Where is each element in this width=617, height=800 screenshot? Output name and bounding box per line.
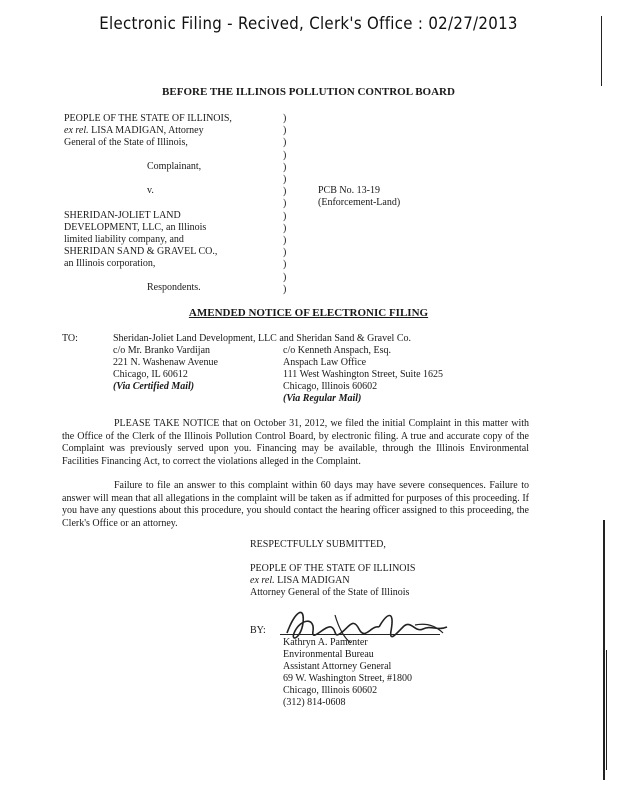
paragraph-failure: Failure to file an answer to this complaint within 60 days may have severe consequences. Failure to answer will mean that all allegations in the complaint will be taken as if admitted for purposes of this proceeding. If you have any questions about this procedure, you should contact the hearing officer assigned to this proceeding, the Clerk's Office or an attorney. [62, 480, 529, 529]
respectfully-submitted: RESPECTFULLY SUBMITTED, [250, 539, 386, 550]
defendant-line-3: limited liability company, and [64, 234, 184, 245]
signer-city: Chicago, Illinois 60602 [283, 685, 378, 696]
caption-parentheses: ) ) ) ) ) ) ) ) ) ) ) ) ) ) ) [283, 113, 287, 295]
signer-name: Kathryn A. Pamenter [283, 637, 368, 648]
respondents-label: Respondents. [147, 282, 201, 293]
closing-ex-rel [250, 575, 350, 587]
ex-rel-rest: LISA MADIGAN, Attorney [88, 125, 204, 136]
scan-edge-mark [603, 520, 605, 780]
scan-edge-mark [601, 16, 602, 86]
to-left-line-1: c/o Mr. Branko Vardijan [113, 345, 211, 356]
to-label: TO: [62, 333, 78, 344]
to-right-method: (Via Regular Mail) [283, 393, 362, 404]
plaintiff-line-2 [64, 125, 204, 137]
to-left-line-3: Chicago, IL 60612 [113, 369, 188, 380]
scan-edge-mark [606, 650, 607, 770]
plaintiff-line-3: General of the State of Illinois, [64, 137, 188, 148]
case-type: (Enforcement-Land) [318, 197, 401, 208]
to-right-line-4: Chicago, Illinois 60602 [283, 381, 378, 392]
complainant-label: Complainant, [147, 161, 202, 172]
to-parties: Sheridan-Joliet Land Development, LLC and Sheridan Sand & Gravel Co. [113, 333, 411, 344]
defendant-line-1: SHERIDAN-JOLIET LAND [64, 210, 181, 221]
to-right-line-2: Anspach Law Office [283, 357, 367, 368]
signer-bureau: Environmental Bureau [283, 649, 374, 660]
by-label: BY: [250, 625, 266, 636]
versus-label: v. [147, 185, 154, 196]
defendant-line-2: DEVELOPMENT, LLC, an Illinois [64, 222, 207, 233]
defendant-line-5: an Illinois corporation, [64, 258, 156, 269]
closing-people: PEOPLE OF THE STATE OF ILLINOIS [250, 563, 416, 574]
plaintiff-line-1: PEOPLE OF THE STATE OF ILLINOIS, [64, 113, 232, 124]
ex-rel-prefix: ex rel. [64, 125, 89, 136]
electronic-filing-stamp: Electronic Filing - Recived, Clerk's Office : 02/27/2013 [99, 12, 518, 34]
defendant-line-4: SHERIDAN SAND & GRAVEL CO., [64, 246, 218, 257]
signer-address: 69 W. Washington Street, #1800 [283, 673, 413, 684]
closing-ex-rel-rest: LISA MADIGAN [274, 575, 350, 586]
to-right-line-1: c/o Kenneth Anspach, Esq. [283, 345, 392, 356]
case-number: PCB No. 13-19 [318, 185, 380, 196]
notice-title: AMENDED NOTICE OF ELECTRONIC FILING [188, 307, 429, 319]
closing-ex-rel-prefix: ex rel. [250, 575, 275, 586]
to-left-method: (Via Certified Mail) [113, 381, 195, 392]
paragraph-notice: PLEASE TAKE NOTICE that on October 31, 2012, we filed the initial Complaint in this matter with the Office of the Clerk of the Illinois Pollution Control Board, by electronic filing. A true and accurate copy of the Complaint was previously served upon you. Financing may be available, through the Illinois Environmental Facilities Financing Act, to correct the violations alleged in the Complaint. [62, 418, 529, 467]
to-right-line-3: 111 West Washington Street, Suite 1625 [283, 369, 444, 380]
to-left-line-2: 221 N. Washenaw Avenue [113, 357, 218, 368]
signer-title: Assistant Attorney General [283, 661, 392, 672]
board-title: BEFORE THE ILLINOIS POLLUTION CONTROL BOARD [162, 86, 455, 98]
signer-phone: (312) 814-0608 [283, 697, 346, 708]
closing-attorney-general: Attorney General of the State of Illinois [250, 587, 410, 598]
